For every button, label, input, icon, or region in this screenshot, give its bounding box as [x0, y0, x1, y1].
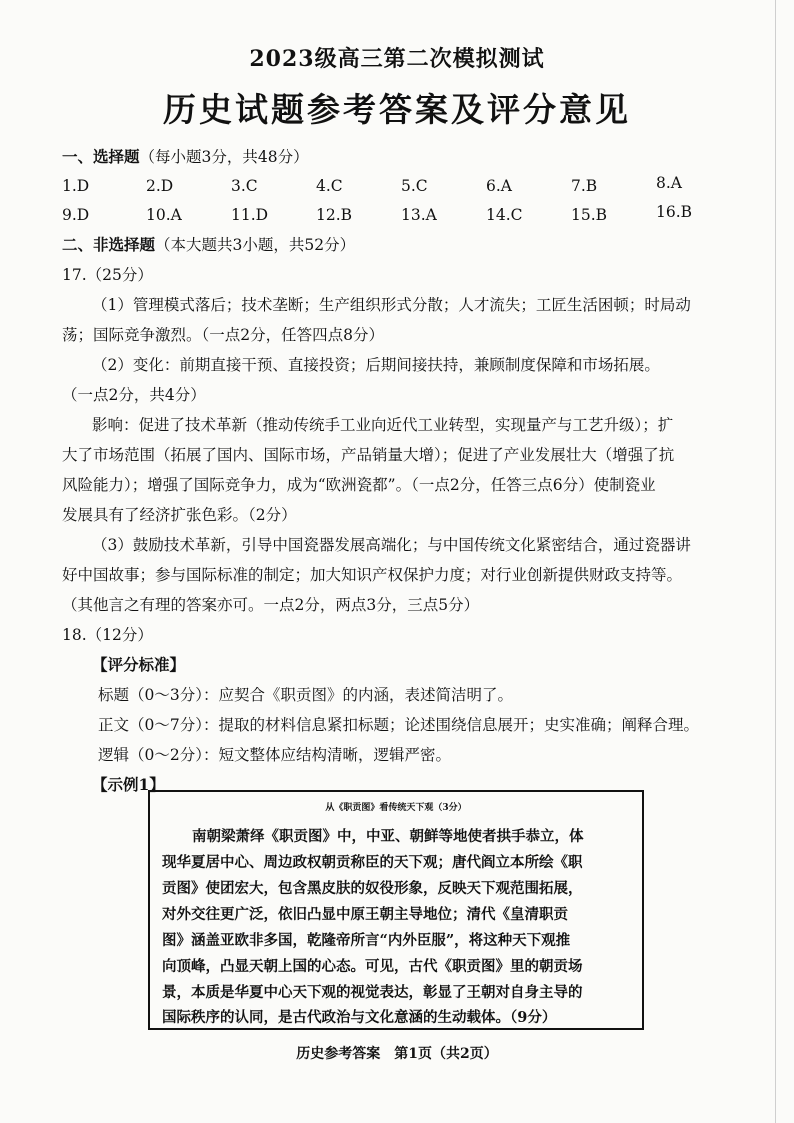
q17-part1-line: （1）管理模式落后；技术垄断；生产组织形式分散；人才流失；工匠生活困顿；时局动 [92, 296, 691, 314]
q17-part3-line: （3）鼓励技术革新，引导中国瓷器发展高端化；与中国传统文化紧密结合，通过瓷器讲 [92, 536, 691, 554]
example-essay-line: 景，本质是华夏中心天下观的视觉表达，彰显了王朝对自身主导的 [162, 984, 583, 1001]
scan-edge-line [775, 0, 776, 1123]
criteria-title: 标题（0～3分）：应契合《职贡图》的内涵，表述简洁明了。 [98, 686, 513, 704]
q17-part2-line: （2）变化：前期直接干预、直接投资；后期间接扶持，兼顾制度保障和市场拓展。 [92, 356, 660, 374]
document-title: 历史试题参考答案及评分意见 [163, 90, 631, 129]
answer-item: 8.A [656, 174, 682, 192]
example-essay-line: 向顶峰，凸显天朝上国的心态。可见，古代《职贡图》里的朝贡场 [162, 958, 583, 975]
answer-item: 13.A [401, 206, 437, 224]
q17-part3-line: （其他言之有理的答案亦可。一点2分，两点3分，三点5分） [62, 596, 480, 614]
page-footer: 历史参考答案 第1页（共2页） [296, 1046, 498, 1062]
exam-title: 2023级高三第二次模拟测试 [249, 46, 545, 72]
answer-item: 7.B [571, 177, 598, 195]
q17-part3-line: 好中国故事；参与国际标准的制定；加大知识产权保护力度；对行业创新提供财政支持等。 [62, 566, 683, 584]
q17-part2-impact-line: 发展具有了经济扩张色彩。（2分） [62, 506, 297, 524]
answer-item: 14.C [486, 206, 523, 224]
section2-header [62, 234, 744, 256]
q18-label: 18.（12分） [62, 626, 153, 644]
section1-heading: 一、选择题 [62, 147, 140, 166]
q17-part1-line: 荡；国际竞争激烈。（一点2分，任答四点8分） [62, 326, 384, 344]
answer-item: 6.A [486, 177, 512, 195]
answer-item: 9.D [62, 206, 90, 224]
q17-part2-line: （一点2分，共4分） [62, 386, 206, 404]
example-essay-line: 国际秩序的认同，是古代政治与文化意涵的生动载体。（9分） [162, 1009, 557, 1026]
example-essay-box [148, 790, 644, 1030]
answer-item: 15.B [571, 206, 608, 224]
example-essay-line: 对外交往更广泛，依旧凸显中原王朝主导地位；清代《皇清职贡 [162, 906, 568, 923]
section1-header [62, 146, 744, 168]
example-essay-line: 图》涵盖亚欧非多国，乾隆帝所言“内外臣服”，将这种天下观推 [162, 932, 571, 949]
q17-part2-impact-line: 影响：促进了技术革新（推动传统手工业向近代工业转型，实现量产与工艺升级）；扩 [92, 416, 674, 434]
section2-heading: 二、非选择题 [62, 235, 156, 254]
criteria-heading: 【评分标准】 [92, 655, 186, 674]
example-essay-line: 贡图》使团宏大，包含黑皮肤的奴役形象，反映天下观范围拓展， [162, 880, 583, 897]
answer-item: 4.C [316, 177, 343, 195]
answer-item: 2.D [146, 177, 174, 195]
criteria-body: 正文（0～7分）：提取的材料信息紧扣标题；论述围绕信息展开；史实准确；阐释合理。 [98, 716, 699, 734]
example-essay-title: 从《职贡图》看传统天下观（3分） [325, 803, 467, 813]
section1-note: （每小题3分，共48分） [139, 148, 309, 166]
q17-part2-impact-line: 风险能力）；增强了国际竞争力，成为“欧洲瓷都”。（一点2分，任答三点6分）使制瓷业 [62, 476, 656, 494]
q17-label: 17.（25分） [62, 266, 153, 284]
example-heading: 【示例1】 [92, 775, 165, 794]
answer-item: 12.B [316, 206, 353, 224]
answer-item: 5.C [401, 177, 428, 195]
answer-item: 16.B [656, 203, 693, 221]
section2-note: （本大题共3小题，共52分） [155, 236, 356, 254]
answer-item: 10.A [146, 206, 182, 224]
example-essay-line: 现华夏居中心、周边政权朝贡称臣的天下观；唐代阎立本所绘《职 [162, 854, 583, 871]
answer-item: 1.D [62, 177, 90, 195]
answer-item: 3.C [231, 177, 258, 195]
answer-item: 11.D [231, 206, 269, 224]
criteria-logic: 逻辑（0～2分）：短文整体应结构清晰，逻辑严密。 [98, 746, 451, 764]
q17-part2-impact-line: 大了市场范围（拓展了国内、国际市场，产品销量大增）；促进了产业发展壮大（增强了抗 [62, 446, 675, 464]
example-essay-line: 南朝梁萧绎《职贡图》中，中亚、朝鲜等地使者拱手恭立，体 [192, 828, 584, 845]
